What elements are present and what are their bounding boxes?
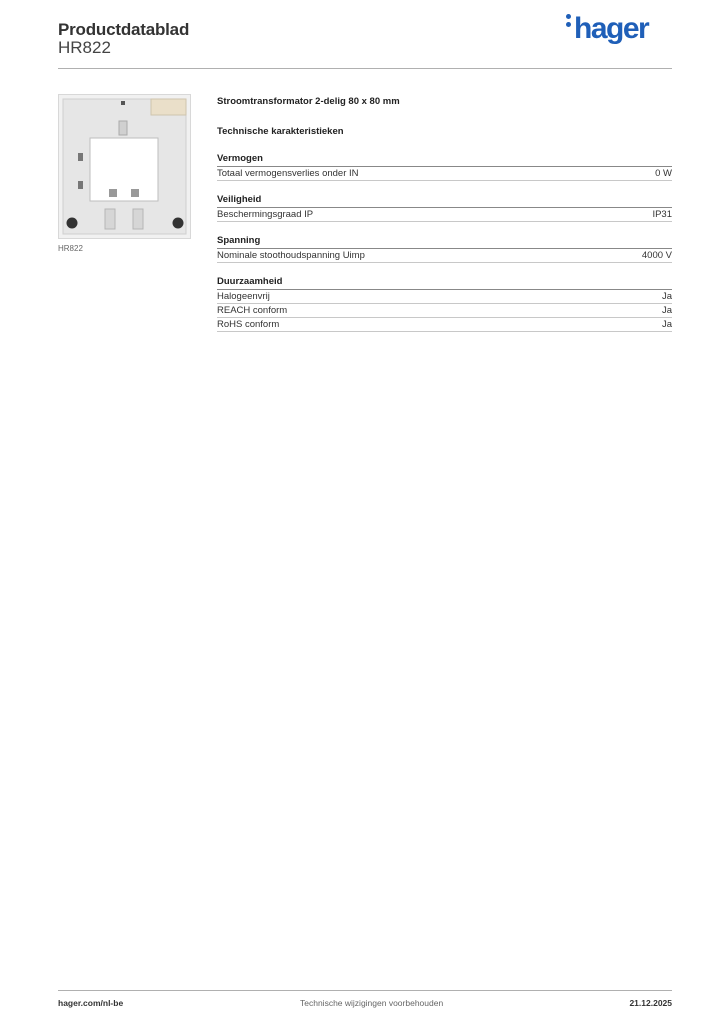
spec-value: Ja xyxy=(661,319,672,330)
spec-row xyxy=(217,290,672,304)
spec-label: Halogeenvrij xyxy=(217,291,270,302)
spec-group-veiligheid xyxy=(217,193,672,222)
logo-dots-icon xyxy=(566,14,572,30)
hager-logo xyxy=(566,12,648,46)
product-code: HR822 xyxy=(58,38,111,57)
spec-value: Ja xyxy=(661,305,672,316)
spec-row xyxy=(217,318,672,332)
footer-website: hager.com/nl-be xyxy=(58,998,124,1008)
group-title: Veiligheid xyxy=(217,193,672,208)
spec-content xyxy=(217,96,672,344)
spec-value: Ja xyxy=(661,291,672,302)
footer-divider xyxy=(58,990,672,991)
spec-label: RoHS conform xyxy=(217,319,280,330)
current-transformer-image xyxy=(59,95,190,238)
spec-label: Totaal vermogensverlies onder IN xyxy=(217,168,359,179)
document-title: Productdatablad xyxy=(58,20,190,39)
section-heading: Technische karakteristieken xyxy=(217,126,344,137)
footer-date: 21.12.2025 xyxy=(629,998,672,1008)
header-divider xyxy=(58,68,672,69)
product-photo xyxy=(58,94,191,239)
group-title: Spanning xyxy=(217,234,672,249)
spec-value: IP31 xyxy=(652,209,672,220)
group-title: Vermogen xyxy=(217,152,672,167)
spec-row xyxy=(217,208,672,222)
logo-text: hager xyxy=(574,12,649,45)
spec-group-vermogen xyxy=(217,152,672,181)
spec-label: Beschermingsgraad IP xyxy=(217,209,314,220)
spec-group-spanning xyxy=(217,234,672,263)
photo-caption: HR822 xyxy=(58,244,83,253)
spec-label: REACH conform xyxy=(217,305,288,316)
product-name: Stroomtransformator 2-delig 80 x 80 mm xyxy=(217,96,400,107)
footer-notice: Technische wijzigingen voorbehouden xyxy=(300,998,444,1008)
spec-group-duurzaamheid xyxy=(217,275,672,332)
spec-label: Nominale stoothoudspanning Uimp xyxy=(217,250,365,261)
spec-row xyxy=(217,167,672,181)
spec-value: 0 W xyxy=(655,168,672,179)
spec-row xyxy=(217,249,672,263)
group-title: Duurzaamheid xyxy=(217,275,672,290)
spec-value: 4000 V xyxy=(641,250,672,261)
spec-row xyxy=(217,304,672,318)
